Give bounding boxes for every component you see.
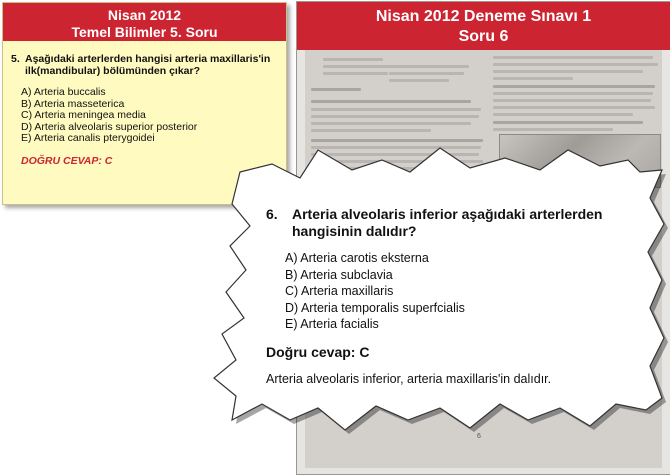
card-option-e: E) Arteria canalis pterygoidei	[21, 132, 155, 144]
zoom-option-c: C) Arteria maxillaris	[285, 284, 394, 298]
card-option-d: D) Arteria alveolaris superior posterior	[21, 120, 198, 133]
page-subtitle: Soru 6	[458, 28, 509, 45]
card-answer: DOĞRU CEVAP: C	[21, 154, 113, 167]
zoom-option-d: D) Arteria temporalis superfcialis	[285, 300, 465, 315]
zoom-question-text: Arteria alveolaris inferior aşağıdaki arterlerden hangisinin dalıdır?	[292, 206, 603, 239]
page-number: 6	[477, 433, 481, 440]
zoom-explanation: Arteria alveolaris inferior, arteria maxillaris'in dalıdır.	[266, 371, 552, 386]
page-title: Nisan 2012 Deneme Sınavı 1	[375, 8, 592, 25]
card-question-number: 5.	[11, 53, 20, 65]
zoom-question-number: 6.	[266, 206, 278, 222]
zoomed-question	[266, 206, 646, 386]
card-question-text: Aşağıdaki arterlerden hangisi arteria maxillaris'in ilk(mandibular) bölümünden çıkar?	[25, 53, 271, 77]
zoom-answer: Doğru cevap: C	[266, 343, 370, 360]
zoom-question-stem	[266, 206, 646, 240]
zoom-option-e: E) Arteria facialis	[285, 317, 379, 331]
card-option-a: A) Arteria buccalis	[21, 86, 106, 98]
card-title: Nisan 2012	[107, 7, 182, 23]
card-option-c: C) Arteria meningea media	[21, 109, 146, 121]
card-option-b: B) Arteria masseterica	[21, 97, 125, 110]
zoom-option-b: B) Arteria subclavia	[285, 267, 393, 282]
card-subtitle: Temel Bilimler 5. Soru	[71, 24, 218, 40]
zoom-options	[285, 250, 646, 333]
zoom-option-a: A) Arteria carotis eksterna	[285, 251, 429, 265]
